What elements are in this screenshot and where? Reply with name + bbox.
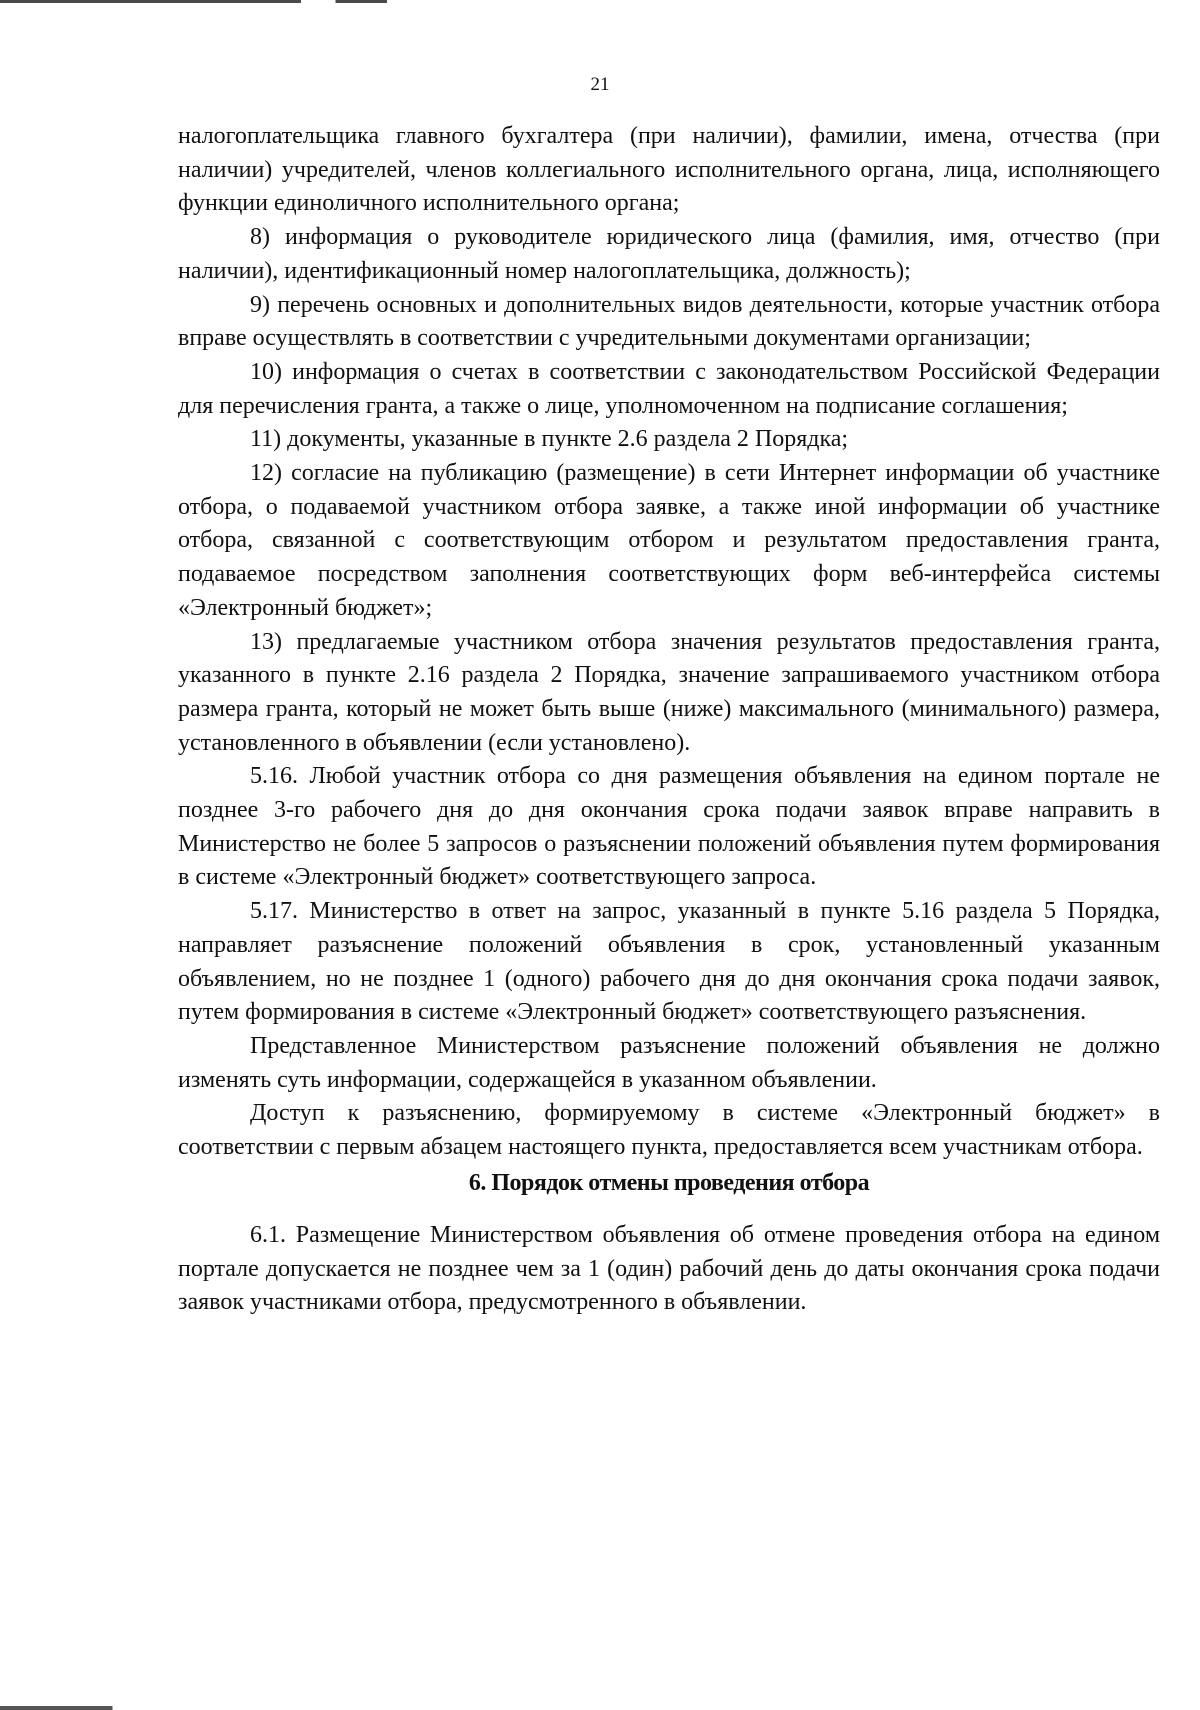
clause-5-17: 5.17. Министерство в ответ на запрос, указанный в пункте 5.16 раздела 5 Порядка, направляет разъяснение положений объявления в срок, установленный указанным объявлением, но не позднее 1 (одного) рабочего дня до дня окончания срока подачи заявок, путем формирования в системе «Электронный бюджет» соответствующего разъяснения. [178,898,1160,1026]
paragraph-continuation: налогоплательщика главного бухгалтера (при наличии), фамилии, имена, отчества (при наличии) учредителей, членов коллегиального исполнительного органа, лица, исполняющего функции единоличного исполнительного органа; [178,123,1160,217]
list-item-9: 9) перечень основных и дополнительных видов деятельности, которые участник отбора вправе осуществлять в соответствии с учредительными документами организации; [178,291,1160,352]
paragraph-clarification-scope: Представленное Министерством разъяснение положений объявления не должно изменять суть информации, содержащейся в указанном объявлении. [178,1032,1160,1093]
page-number: 21 [590,74,610,95]
section-heading: 6. Порядок отмены проведения отбора [468,1169,870,1196]
list-item-13: 13) предлагаемые участником отбора значения результатов предоставления гранта, указанного в пункте 2.16 раздела 2 Порядка, значение запрашиваемого участником отбора размера гранта, который не может быть выше (ниже) максимального (минимального) размера, установленного в объявлении (если установлено). [178,628,1160,756]
document-body [178,120,1160,1320]
paragraph-clarification-access: Доступ к разъяснению, формируемому в системе «Электронный бюджет» в соответствии с первым абзацем настоящего пункта, предоставляется всем участникам отбора. [178,1100,1160,1161]
list-item-12: 12) согласие на публикацию (размещение) в сети Интернет информации об участнике отбора, о подаваемой участником отбора заявке, а также иной информации об участнике отбора, связанной с соответствующим отбором и результатом предоставления гранта, подаваемое посредством заполнения соответствующих форм веб-интерфейса системы «Электронный бюджет»; [178,460,1160,621]
list-item-11: 11) документы, указанные в пункте 2.6 раздела 2 Порядка; [250,426,849,453]
list-item-10: 10) информация о счетах в соответствии с законодательством Российской Федерации для перечисления гранта, а также о лице, уполномоченном на подписание соглашения; [178,358,1160,419]
clause-6-1: 6.1. Размещение Министерством объявления об отмене проведения отбора на едином портале допускается не позднее чем за 1 (один) рабочий день до даты окончания срока подачи заявок участниками отбора, предусмотренного в объявлении. [178,1221,1160,1316]
scan-edge-top [0,0,430,3]
scan-edge-bottom [0,1706,150,1710]
list-item-8: 8) информация о руководителе юридического лица (фамилия, имя, отчество (при наличии), идентификационный номер налогоплательщика, должность); [178,224,1160,284]
clause-5-16: 5.16. Любой участник отбора со дня размещения объявления на едином портале не позднее 3-го рабочего дня до дня окончания срока подачи заявок вправе направить в Министерство не более 5 запросов о разъяснении положений объявления путем формирования в системе «Электронный бюджет» соответствующего запроса. [178,763,1160,891]
